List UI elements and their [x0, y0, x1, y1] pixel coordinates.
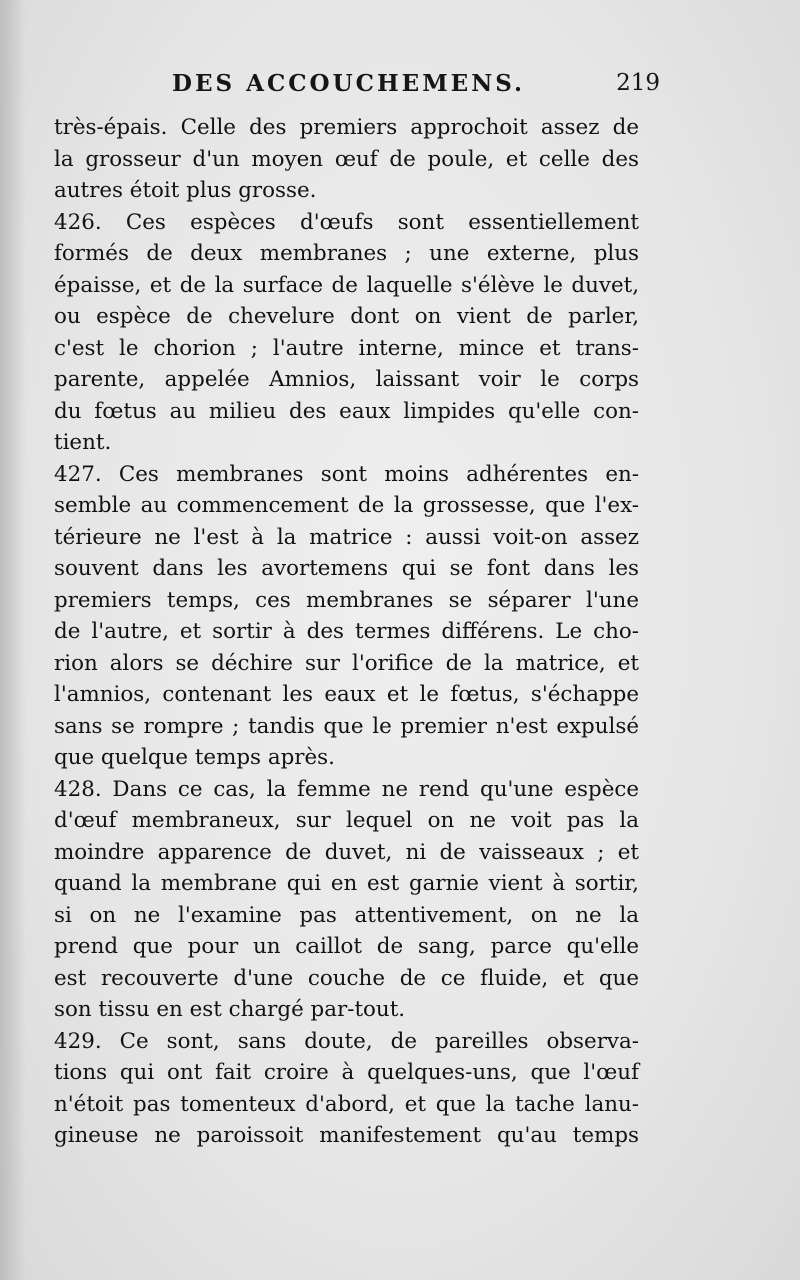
text-line: c'est le chorion ; l'autre interne, mince et trans-	[54, 335, 639, 361]
text-line: formés de deux membranes ; une externe, plus	[54, 241, 639, 266]
running-header	[160, 70, 660, 106]
text-line: autres étoit plus grosse.	[54, 178, 317, 203]
text-line: d'œuf membraneux, sur lequel on ne voit pas la	[54, 808, 639, 833]
text-line: est recouverte d'une couche de ce fluide, et que	[54, 965, 639, 991]
text-line: 428. Dans ce cas, la femme ne rend qu'une espèce	[54, 776, 639, 802]
text-line: tions qui ont fait croire à quelques-uns, que l'œuf	[54, 1060, 639, 1085]
text-line: quand la membrane qui en est garnie vient à sortir,	[54, 871, 639, 896]
text-line: 427. Ces membranes sont moins adhérentes en-	[54, 461, 639, 487]
text-line: la grosseur d'un moyen œuf de poule, et celle des	[54, 146, 639, 172]
text-line: tient.	[54, 430, 112, 455]
text-line: 426. Ces espèces d'œufs sont essentiellement	[54, 209, 639, 235]
text-line: 429. Ce sont, sans doute, de pareilles observa-	[54, 1028, 639, 1054]
text-line: rion alors se déchire sur l'orifice de la matrice, et	[54, 650, 639, 676]
body-text	[54, 112, 639, 1152]
running-title: DES ACCOUCHEMENS.	[172, 70, 526, 97]
text-line: si on ne l'examine pas attentivement, on ne la	[54, 902, 639, 928]
text-line: n'étoit pas tomenteux d'abord, et que la tache lanu-	[54, 1091, 639, 1117]
text-line: gineuse ne paroissoit manifestement qu'au temps	[54, 1123, 639, 1148]
text-line: souvent dans les avortemens qui se font dans les	[54, 556, 639, 581]
text-line: épaisse, et de la surface de laquelle s'élève le duvet,	[54, 272, 639, 298]
text-line: parente, appelée Amnios, laissant voir le corps	[54, 367, 639, 392]
text-line: prend que pour un caillot de sang, parce qu'elle	[54, 934, 639, 959]
text-line: ou espèce de chevelure dont on vient de parler,	[54, 304, 639, 329]
text-line: de l'autre, et sortir à des termes différens. Le cho-	[54, 619, 639, 644]
text-line: son tissu en est chargé par-tout.	[54, 997, 406, 1022]
text-line: l'amnios, contenant les eaux et le fœtus, s'échappe	[54, 682, 639, 707]
text-line: sans se rompre ; tandis que le premier n'est expulsé	[54, 713, 639, 739]
text-line: que quelque temps après.	[54, 745, 335, 770]
text-line: du fœtus au milieu des eaux limpides qu'elle con-	[54, 398, 639, 424]
text-line: semble au commencement de la grossesse, que l'ex-	[54, 493, 639, 518]
text-line: premiers temps, ces membranes se séparer l'une	[54, 587, 639, 613]
page-gutter-shadow	[0, 0, 26, 1280]
page-number: 219	[616, 70, 660, 96]
text-line: très-épais. Celle des premiers approchoit assez de	[54, 115, 639, 140]
text-line: térieure ne l'est à la matrice : aussi voit-on assez	[54, 524, 639, 550]
text-line: moindre apparence de duvet, ni de vaisseaux ; et	[54, 839, 639, 865]
